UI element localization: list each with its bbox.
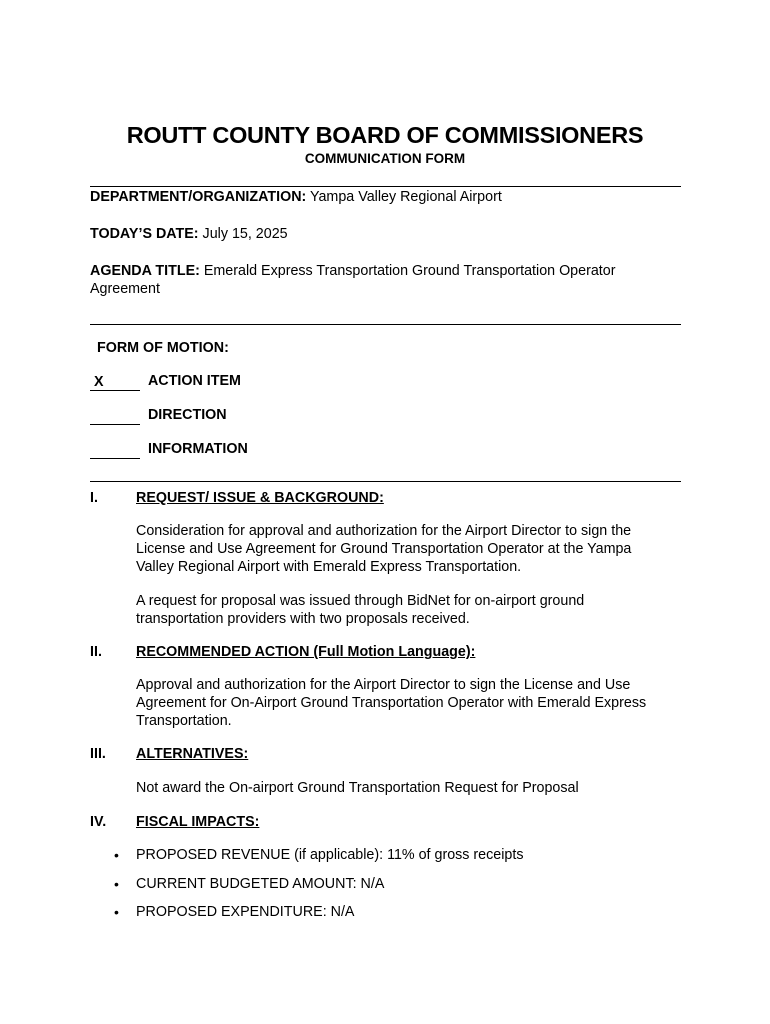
bullet-item [114, 846, 119, 866]
paragraph-line: Consideration for approval and authorization for the Airport Director to sign the [136, 523, 632, 539]
paragraph-line: transportation providers with two proposals received. [136, 611, 470, 627]
agenda-value-continued: Agreement [90, 281, 160, 297]
date-label: TODAY’S DATE: [90, 226, 199, 242]
bullet-text: PROPOSED REVENUE (if applicable): 11% of gross receipts [136, 847, 524, 863]
motion-option-direction [90, 406, 227, 425]
header-divider [90, 186, 681, 187]
fields-divider [90, 324, 681, 325]
date-row [90, 225, 288, 244]
motion-heading: FORM OF MOTION: [97, 340, 229, 356]
paragraph-line: Agreement for On-Airport Ground Transportation Operator with Emerald Express [136, 695, 647, 711]
section-heading: RECOMMENDED ACTION (Full Motion Language): [136, 644, 476, 660]
section-heading: FISCAL IMPACTS: [136, 814, 260, 830]
section-numeral: II. [90, 644, 102, 660]
paragraph-line: License and Use Agreement for Ground Transportation Operator at the Yampa [136, 541, 632, 557]
motion-option-action-item [90, 372, 241, 391]
agenda-row [90, 262, 615, 281]
bullet-text: PROPOSED EXPENDITURE: N/A [136, 904, 355, 920]
motion-option-label: ACTION ITEM [147, 373, 241, 389]
section-paragraph [136, 676, 676, 730]
agenda-value: Emerald Express Transportation Ground Transportation Operator [199, 263, 616, 279]
paragraph-line: Approval and authorization for the Airport Director to sign the License and Use [136, 677, 631, 693]
motion-option-label: INFORMATION [147, 441, 248, 457]
bullet-item [114, 875, 119, 895]
bullet-icon: • [114, 876, 119, 892]
page-subtitle: COMMUNICATION FORM [304, 151, 466, 166]
department-label: DEPARTMENT/ORGANIZATION: [90, 189, 307, 205]
section-numeral: I. [90, 490, 98, 506]
motion-divider [90, 481, 681, 482]
date-value: July 15, 2025 [198, 226, 288, 242]
department-value: Yampa Valley Regional Airport [306, 189, 502, 205]
section-heading: REQUEST/ ISSUE & BACKGROUND: [136, 490, 384, 506]
bullet-text: CURRENT BUDGETED AMOUNT: N/A [136, 876, 385, 892]
section-heading: ALTERNATIVES: [136, 746, 249, 762]
section-paragraph [136, 779, 676, 797]
motion-option-label: DIRECTION [147, 407, 227, 423]
bullet-icon: • [114, 904, 119, 920]
bullet-item [114, 903, 119, 923]
motion-option-mark [90, 408, 140, 425]
section-numeral: III. [90, 746, 106, 762]
section-numeral: IV. [90, 814, 107, 830]
motion-option-mark [90, 442, 140, 459]
department-row [90, 188, 502, 207]
motion-option-mark: X [90, 374, 140, 391]
page-title: ROUTT COUNTY BOARD OF COMMISSIONERS [126, 122, 644, 148]
paragraph-line: A request for proposal was issued through BidNet for on-airport ground [136, 593, 585, 609]
motion-option-information [90, 440, 248, 459]
paragraph-line: Transportation. [136, 713, 232, 729]
section-paragraph [136, 592, 676, 628]
bullet-icon: • [114, 847, 119, 863]
paragraph-line: Valley Regional Airport with Emerald Express Transportation. [136, 559, 522, 575]
paragraph-line: Not award the On-airport Ground Transportation Request for Proposal [136, 780, 579, 796]
section-paragraph [136, 522, 676, 576]
agenda-label: AGENDA TITLE: [90, 263, 200, 279]
